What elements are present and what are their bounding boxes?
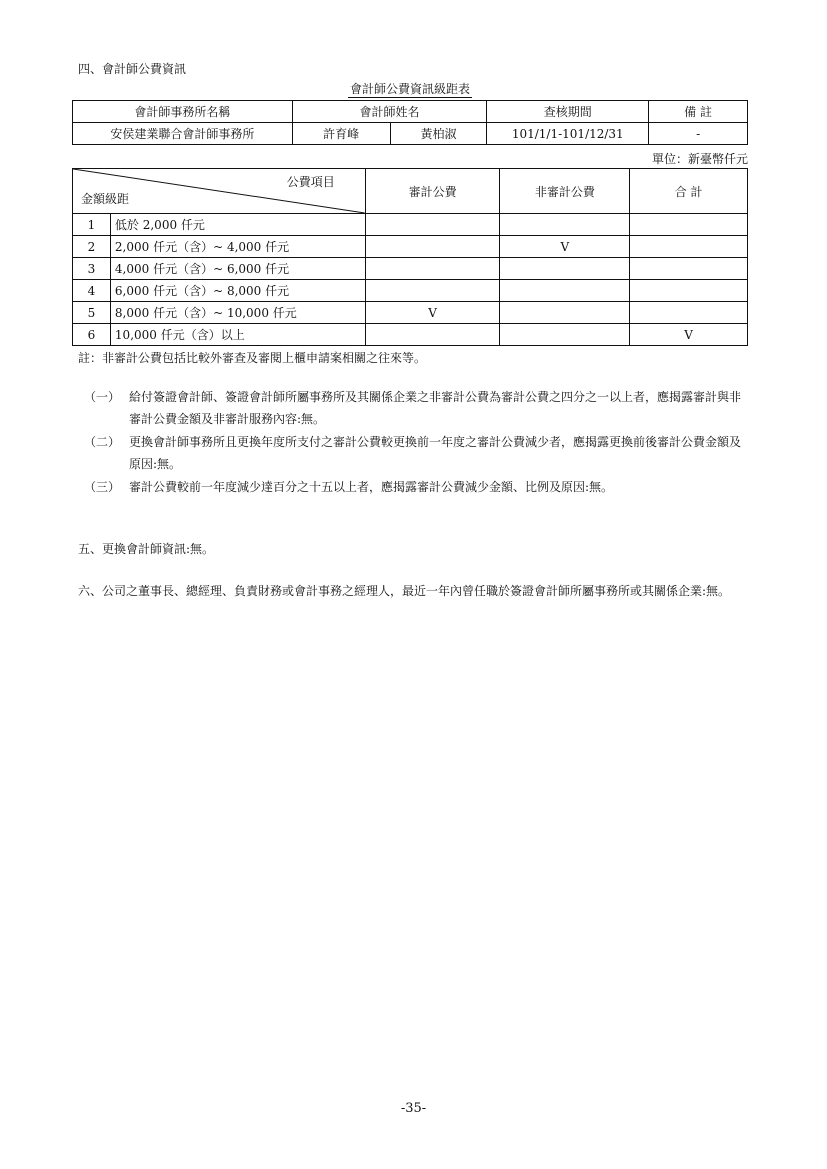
table-row bbox=[73, 302, 748, 324]
table-row bbox=[73, 214, 748, 236]
row-number: 6 bbox=[73, 324, 111, 346]
fee-table-header bbox=[73, 169, 748, 214]
row-nonaudit bbox=[500, 258, 630, 280]
cell-period: 101/1/1-101/12/31 bbox=[487, 123, 649, 145]
row-audit bbox=[365, 236, 500, 258]
table-title-text: 會計師公費資訊級距表 bbox=[349, 82, 470, 96]
row-range: 2,000 仟元（含）~ 4,000 仟元 bbox=[110, 236, 365, 258]
row-range: 10,000 仟元（含）以上 bbox=[110, 324, 365, 346]
item-text: 審計公費較前一年度減少達百分之十五以上者，應揭露審計公費減少金額、比例及原因:無。 bbox=[129, 480, 614, 494]
item-label: （三） bbox=[84, 480, 121, 494]
section-4-title: 四、會計師公費資訊 bbox=[78, 62, 187, 76]
section-6-text: 六、公司之董事長、總經理、負責財務或會計事務之經理人，最近一年內曾任職於簽證會計師所屬事務所或其關係企業:無。 bbox=[78, 584, 731, 598]
row-number: 5 bbox=[73, 302, 111, 324]
cell-cpa-2: 黃柏淑 bbox=[390, 123, 487, 145]
header-audit-fee: 審計公費 bbox=[365, 169, 500, 214]
header-remark: 備 註 bbox=[649, 101, 748, 123]
row-number: 2 bbox=[73, 236, 111, 258]
row-total bbox=[630, 280, 748, 302]
row-audit bbox=[365, 324, 500, 346]
header-firm-name: 會計師事務所名稱 bbox=[73, 101, 293, 123]
header-cpa-name: 會計師姓名 bbox=[292, 101, 487, 123]
row-nonaudit bbox=[500, 280, 630, 302]
table-note: 註：非審計公費包括比較外審查及審閱上櫃申請案相關之往來等。 bbox=[78, 351, 427, 365]
row-range: 低於 2,000 仟元 bbox=[110, 214, 365, 236]
row-audit: V bbox=[365, 302, 500, 324]
item-text: 更換會計師事務所且更換年度所支付之審計公費較更換前一年度之審計公費減少者，應揭露更換前後審計公費金額及原因:無。 bbox=[129, 435, 742, 471]
list-item bbox=[84, 431, 748, 475]
table-row bbox=[73, 236, 748, 258]
table-row bbox=[73, 280, 748, 302]
row-total bbox=[630, 302, 748, 324]
firm-table-header bbox=[73, 101, 748, 123]
header-audit-period: 查核期間 bbox=[487, 101, 649, 123]
unit-label: 單位：新臺幣仟元 bbox=[651, 152, 748, 166]
row-audit bbox=[365, 258, 500, 280]
item-text: 給付簽證會計師、簽證會計師所屬事務所及其關係企業之非審計公費為審計公費之四分之一以上者，應揭露審計與非審計公費金額及非審計服務內容:無。 bbox=[129, 390, 742, 426]
firm-table bbox=[72, 100, 748, 145]
cell-remark: - bbox=[649, 123, 748, 145]
row-total bbox=[630, 258, 748, 280]
row-number: 1 bbox=[73, 214, 111, 236]
table-row bbox=[73, 324, 748, 346]
table-title bbox=[72, 80, 748, 97]
row-number: 4 bbox=[73, 280, 111, 302]
row-nonaudit bbox=[500, 324, 630, 346]
page-number: -35- bbox=[400, 1101, 427, 1116]
row-total: V bbox=[630, 324, 748, 346]
row-nonaudit bbox=[500, 214, 630, 236]
row-audit bbox=[365, 280, 500, 302]
cell-cpa-1: 許育峰 bbox=[292, 123, 390, 145]
header-nonaudit-fee: 非審計公費 bbox=[500, 169, 630, 214]
row-range: 8,000 仟元（含）~ 10,000 仟元 bbox=[110, 302, 365, 324]
list-item bbox=[84, 386, 748, 430]
row-range: 4,000 仟元（含）~ 6,000 仟元 bbox=[110, 258, 365, 280]
fee-table bbox=[72, 168, 748, 346]
diagonal-header-cell bbox=[73, 169, 366, 214]
item-label: （一） bbox=[84, 390, 121, 404]
header-fee-item: 公費項目 bbox=[286, 175, 335, 189]
row-range: 6,000 仟元（含）~ 8,000 仟元 bbox=[110, 280, 365, 302]
header-amount-range: 金額級距 bbox=[81, 192, 130, 206]
row-nonaudit: V bbox=[500, 236, 630, 258]
firm-table-row bbox=[73, 123, 748, 145]
section-5: 五、更換會計師資訊:無。 bbox=[78, 542, 215, 556]
item-label: （二） bbox=[84, 435, 121, 449]
header-total: 合 計 bbox=[630, 169, 748, 214]
table-row bbox=[73, 258, 748, 280]
row-number: 3 bbox=[73, 258, 111, 280]
section-6 bbox=[78, 580, 748, 602]
cell-firm-name: 安侯建業聯合會計師事務所 bbox=[73, 123, 293, 145]
row-nonaudit bbox=[500, 302, 630, 324]
row-audit bbox=[365, 214, 500, 236]
list-item bbox=[84, 476, 748, 498]
row-total bbox=[630, 236, 748, 258]
row-total bbox=[630, 214, 748, 236]
